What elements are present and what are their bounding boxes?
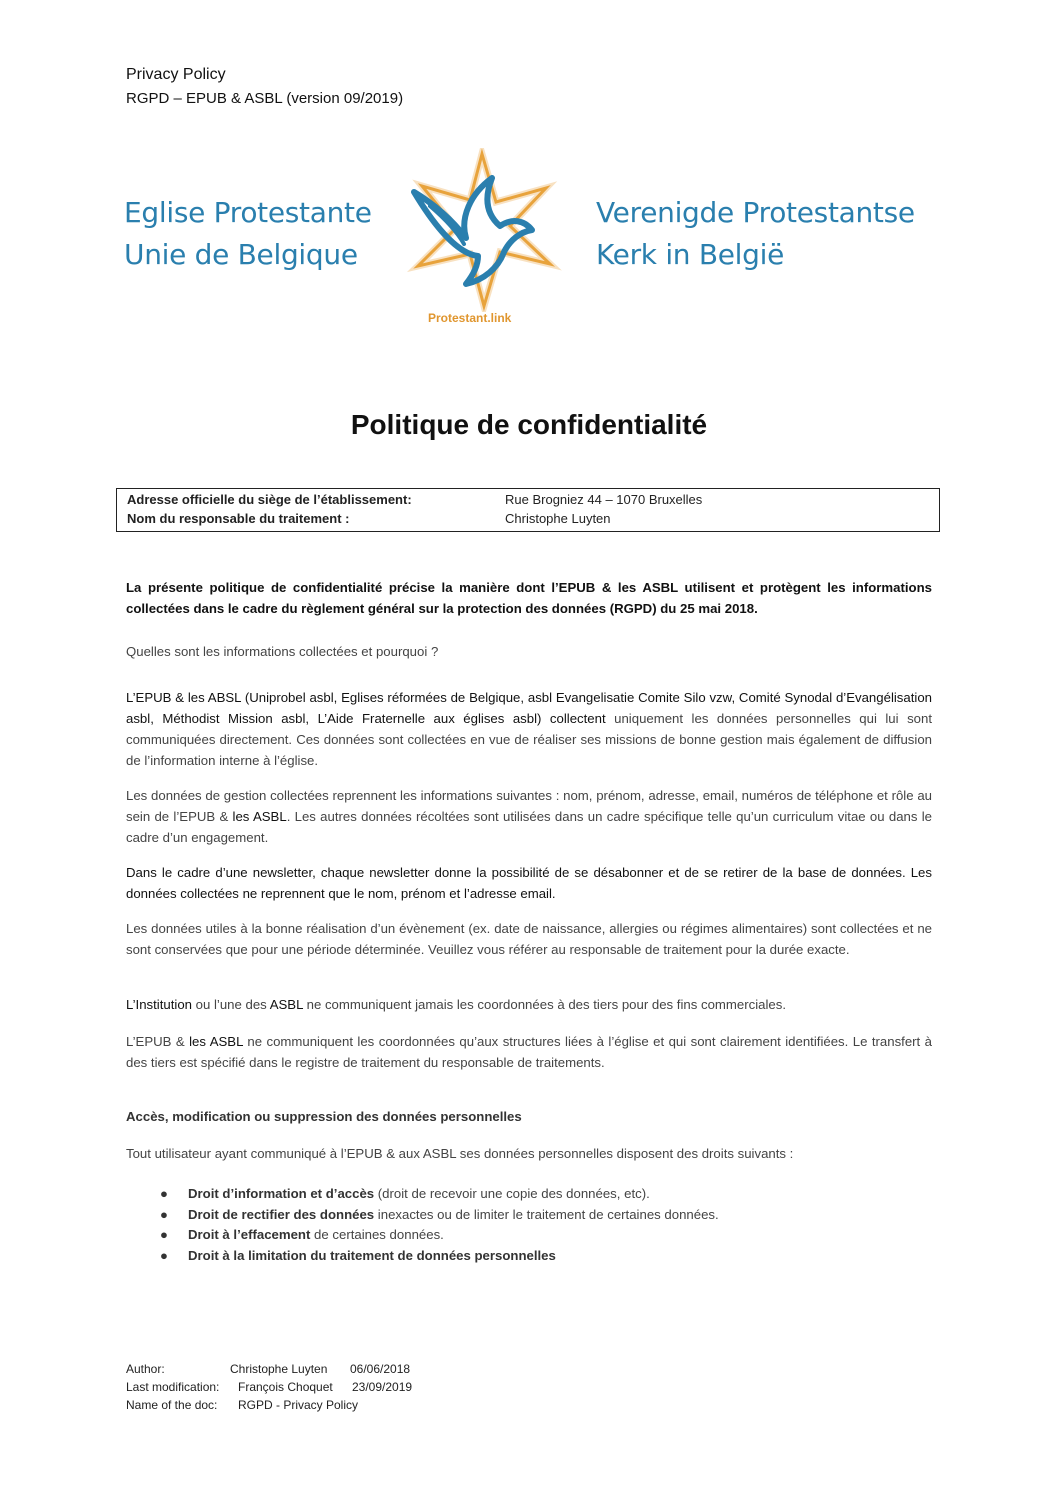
rights-intro: Tout utilisateur ayant communiqué à l’EPUB & aux ASBL ses données personnelles disposent des droits suivants :: [126, 1146, 794, 1161]
list-item: ● Droit à l’effacement de certaines données.: [160, 1225, 719, 1246]
paragraph-data-collection: [126, 687, 932, 771]
section-heading-rights: Accès, modification ou suppression des données personnelles: [126, 1109, 522, 1124]
logo-dutch-line1: Verenigde Protestantse: [596, 196, 915, 229]
p1-light-text: uniquement les données personnelles qui lui sont communiquées directement. Ces données sont collectées en vue de réaliser ses missions de bonne gestion mais également de diffusion de l’information interne à l’église.: [126, 711, 932, 768]
p5-text-c: ASBL: [269, 997, 303, 1012]
info-label-address: Adresse officielle du siège de l’établissement:: [127, 492, 412, 507]
info-label-controller: Nom du responsable du traitement :: [127, 511, 350, 526]
p2-text-b: les ASBL: [232, 809, 287, 824]
controller-info-box: [116, 488, 940, 532]
p2-text-c: . Les autres données récoltées sont utilisées dans un cadre spécifique telle qu’un curriculum vitae ou dans le cadre d’un engagement.: [126, 809, 932, 845]
bullet-icon: ●: [160, 1247, 168, 1263]
bullet-icon: ●: [160, 1186, 168, 1201]
document-type: Privacy Policy: [126, 66, 226, 83]
info-value-address: Rue Brogniez 44 – 1070 Bruxelles: [505, 492, 703, 507]
rights-list: [160, 1184, 719, 1266]
page-title: Politique de confidentialité: [350, 409, 708, 440]
info-value-controller: Christophe Luyten: [505, 511, 611, 526]
list-item: ● Droit à la limitation du traitement de données personnelles: [160, 1246, 719, 1267]
p2-text-a: Les données de gestion collectées reprennent les informations suivantes : nom, prénom, adresse, email, numéros de téléphone et rôle au sein de l’EPUB &: [126, 788, 932, 824]
p1-dark-text: L’EPUB & les ABSL (Uniprobel asbl, Eglises réformées de Belgique, asbl Evangelisatie Comite Silo vzw, Comité Synodal d’Evangélisation asbl, Méthodist Mission asbl, L’Aide Fraternelle aux églises asbl) collectent: [126, 690, 932, 726]
p5-text-d: ne communiquent jamais les coordonnées à des tiers pour des fins commerciales.: [302, 997, 786, 1012]
paragraph-newsletter: Dans le cadre d’une newsletter, chaque newsletter donne la possibilité de se désabonner et de se retirer de la base de données. Les données collectées ne reprennent que le nom, prénom et l’adresse email.: [126, 865, 932, 901]
paragraph-events: Les données utiles à la bonne réalisation d’un évènement (ex. date de naissance, allergies ou régimes alimentaires) sont collectées et ne sont conservées que pour une période déterminée. Veuillez vous référer au responsable de traitement pour la durée exacte.: [126, 921, 932, 957]
p5-text-b: ou l’une des: [191, 997, 270, 1012]
paragraph-transfers: [126, 1031, 932, 1073]
document-subtitle: RGPD – EPUB & ASBL (version 09/2019): [126, 90, 404, 107]
question-paragraph: Quelles sont les informations collectées et pourquoi ?: [126, 644, 439, 659]
logo-text-french: [124, 192, 372, 276]
intro-paragraph: La présente politique de confidentialité précise la manière dont l’EPUB & les ASBL utilisent et protègent les informations collectées dans le cadre du règlement général sur la protection des données (RGPD) du 25 mai 2018.: [126, 580, 932, 616]
p6-text-a: L’EPUB &: [126, 1034, 190, 1049]
logo-dutch-line2: Kerk in België: [596, 238, 785, 271]
logo-tagline: Protestant.link: [428, 311, 512, 325]
p6-text-b: les ASBL: [189, 1034, 243, 1049]
dove-star-logo-icon: [400, 148, 564, 312]
p6-text-c: ne communiquent les coordonnées qu’aux structures liées à l’église et qui sont clairement identifiées. Le transfert à des tiers est spécifié dans le registre de traitement du responsable de traitements.: [126, 1034, 932, 1070]
bullet-icon: ●: [160, 1227, 168, 1242]
logo-french-line1: Eglise Protestante: [124, 196, 372, 229]
list-item: ● Droit de rectifier des données inexactes ou de limiter le traitement de certaines données.: [160, 1205, 719, 1226]
bullet-icon: ●: [160, 1206, 168, 1222]
logo-text-dutch: [596, 192, 915, 276]
logo-french-line2: Unie de Belgique: [124, 238, 358, 271]
paragraph-management-data: [126, 785, 932, 848]
list-item: ● Droit d’information et d’accès (droit de recevoir une copie des données, etc).: [160, 1184, 719, 1205]
p5-text-a: L’Institution: [126, 997, 192, 1012]
paragraph-no-third-parties: [126, 994, 932, 1015]
